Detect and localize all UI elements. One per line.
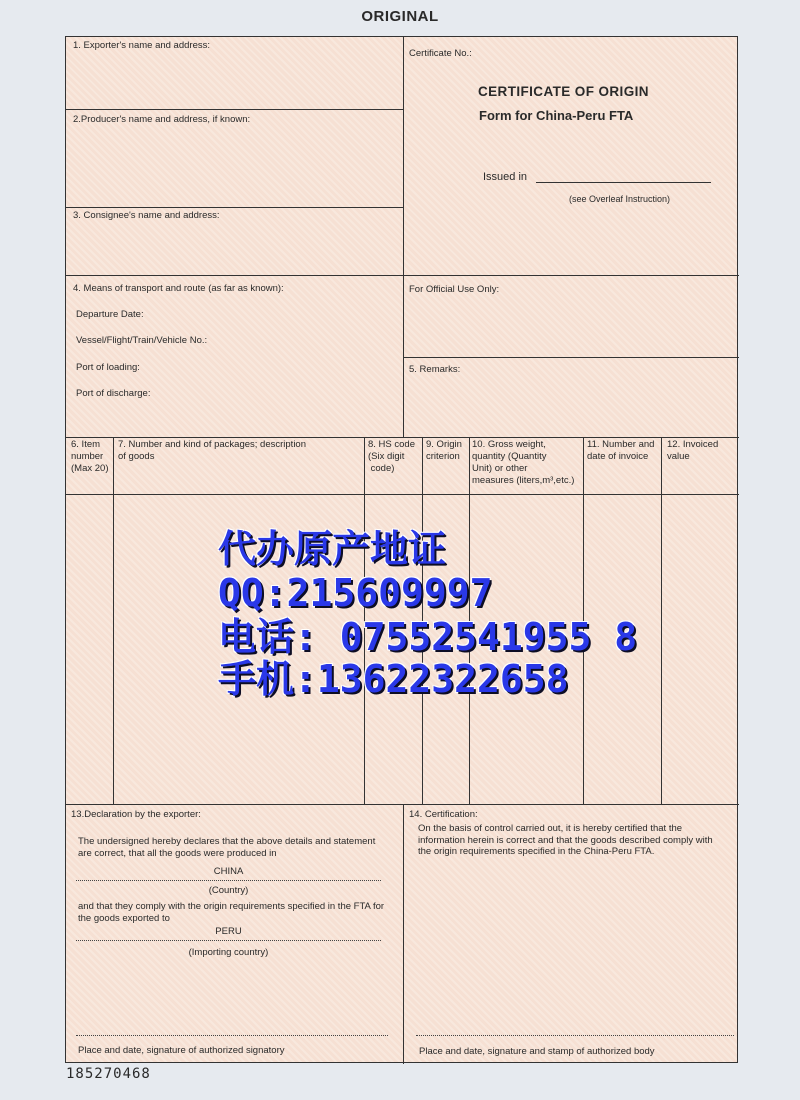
column-header-gross-weight: 10. Gross weight, quantity (Quantity Unit) or other measures (liters,m³,etc.)	[472, 439, 575, 486]
divider	[66, 109, 403, 110]
importing-country: PERU	[215, 926, 242, 937]
serial-number: 185270468	[66, 1066, 151, 1082]
certification-text: On the basis of control carried out, it is hereby certified that the information herein is correct and that the goods described comply with the origin requirements specified in the China-Peru FTA.	[418, 823, 713, 857]
issued-in-label: Issued in	[483, 171, 528, 183]
port-discharge-label: Port of discharge:	[76, 388, 151, 399]
declaration-text: The undersigned hereby declares that the above details and statement are correct, that all the goods were produced in	[78, 836, 376, 859]
divider	[403, 357, 739, 358]
consignee-label: 3. Consignee's name and address:	[73, 210, 220, 221]
divider	[403, 804, 404, 1064]
watermark-line-1: 代办原产地证	[218, 527, 447, 571]
certificate-title: CERTIFICATE OF ORIGIN	[478, 84, 649, 99]
exporter-label: 1. Exporter's name and address:	[73, 40, 210, 51]
column-header-origin: 9. Origin criterion	[426, 439, 462, 462]
authorized-body-label: Place and date, signature and stamp of authorized body	[419, 1046, 655, 1057]
watermark-line-2: QQ:215609997	[218, 571, 493, 615]
column-header-invoice: 11. Number and date of invoice	[587, 439, 655, 462]
departure-date-label: Departure Date:	[76, 309, 144, 320]
declaration-text-2: and that they comply with the origin requirements specified in the FTA for the goods exported to	[78, 901, 385, 924]
dotted-line	[76, 1035, 388, 1036]
divider	[66, 494, 739, 495]
divider	[66, 275, 739, 276]
dotted-line	[76, 940, 381, 941]
country-caption: (Country)	[208, 885, 249, 896]
declaration-heading: 13.Declaration by the exporter:	[71, 809, 201, 820]
column-header-item: 6. Item number (Max 20)	[71, 439, 109, 474]
overleaf-note: (see Overleaf Instruction)	[569, 194, 671, 204]
vessel-label: Vessel/Flight/Train/Vehicle No.:	[76, 335, 208, 346]
watermark-line-4: 手机:13622322658	[218, 657, 569, 701]
importing-country-caption: (Importing country)	[188, 947, 269, 958]
issued-in-line	[536, 182, 711, 183]
divider	[66, 437, 739, 438]
dotted-line	[416, 1035, 734, 1036]
certificate-no-label: Certificate No.:	[409, 48, 472, 59]
producer-label: 2.Producer's name and address, if known:	[73, 114, 251, 125]
divider	[113, 437, 114, 804]
produced-country: CHINA	[213, 866, 244, 877]
certificate-subtitle: Form for China-Peru FTA	[479, 108, 634, 123]
column-header-description: 7. Number and kind of packages; description of goods	[118, 439, 306, 462]
original-label: ORIGINAL	[361, 8, 439, 25]
column-header-invoiced-value: 12. Invoiced value	[667, 439, 719, 462]
transport-label: 4. Means of transport and route (as far as known):	[73, 283, 284, 294]
divider	[661, 437, 662, 804]
divider	[66, 207, 403, 208]
watermark-line-3: 电话: 07552541955 8	[218, 615, 638, 659]
remarks-label: 5. Remarks:	[409, 364, 461, 375]
official-use-label: For Official Use Only:	[409, 284, 500, 295]
certification-heading: 14. Certification:	[409, 809, 478, 820]
column-header-hs-code: 8. HS code (Six digit code)	[368, 439, 415, 474]
signatory-label: Place and date, signature of authorized signatory	[78, 1045, 285, 1056]
divider	[403, 37, 404, 437]
port-loading-label: Port of loading:	[76, 362, 140, 373]
dotted-line	[76, 880, 381, 881]
